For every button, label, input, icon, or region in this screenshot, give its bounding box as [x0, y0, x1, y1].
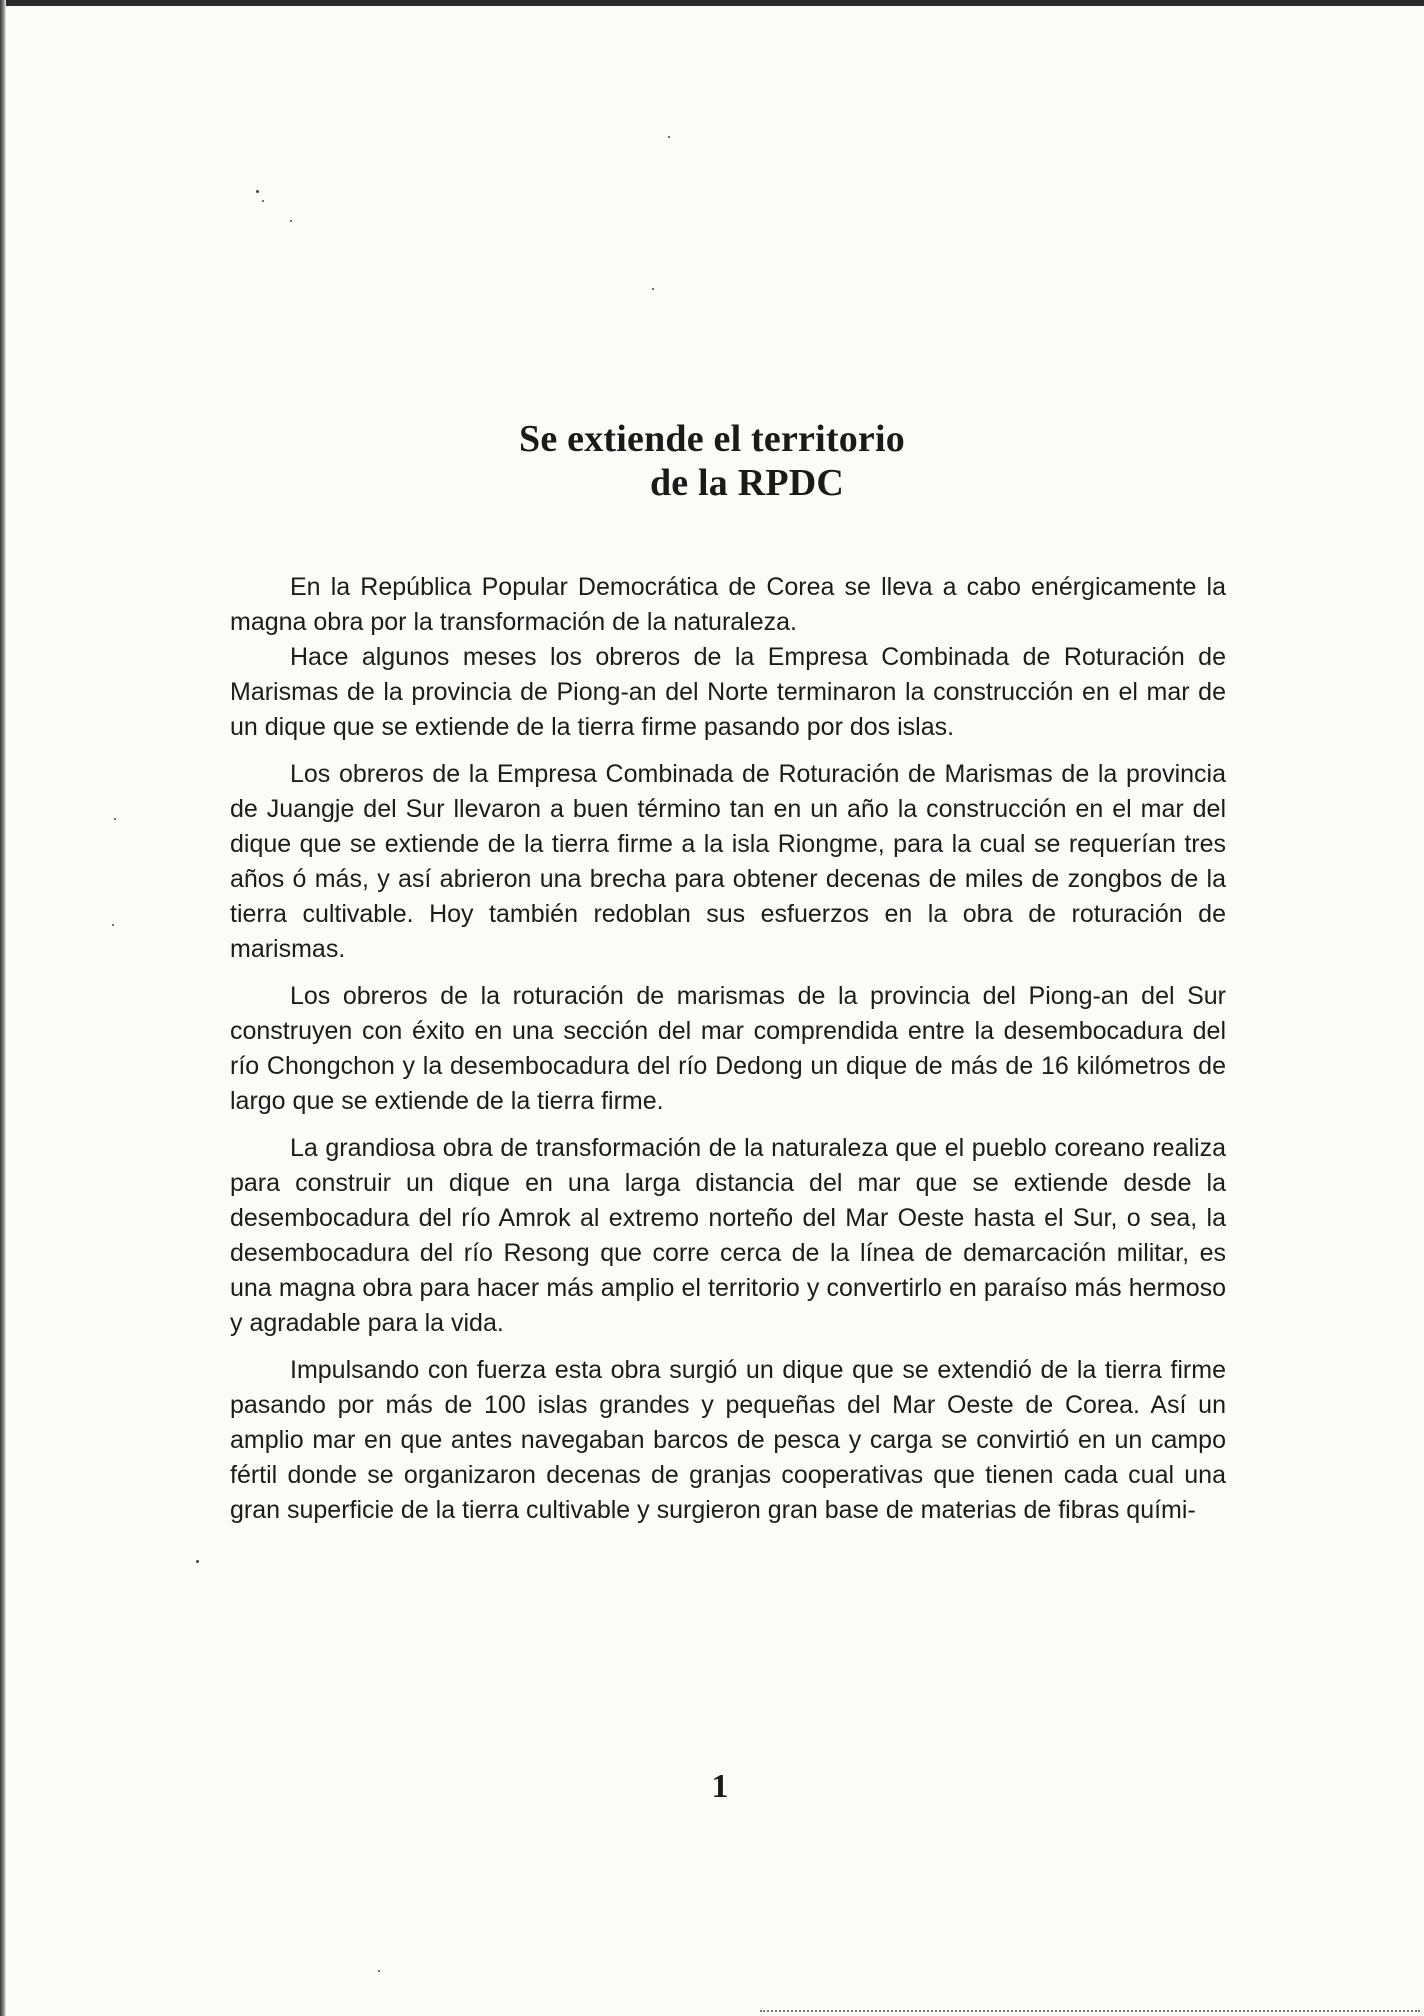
paragraph-1: En la República Popular Democrática de Corea se lleva a cabo enérgicamente la magna obra por la transformación de la naturaleza.	[230, 573, 1226, 636]
scan-speck	[112, 924, 114, 926]
paragraph-2: Hace algunos meses los obreros de la Empresa Combinada de Roturación de Marismas de la provincia de Piong-an del Norte terminaron la construcción en el mar de un dique que se extiende de la tierra firme pasando por dos islas.	[230, 643, 1226, 741]
scan-top-edge	[0, 0, 1424, 6]
scan-speck	[652, 288, 654, 290]
scan-bottom-rule	[760, 2010, 1420, 2014]
scan-speck	[256, 190, 259, 193]
paragraph-5: La grandiosa obra de transformación de la naturaleza que el pueblo coreano realiza para construir un dique en una larga distancia del mar que se extiende desde la desembocadura del río Amrok al extremo norteño del Mar Oeste hasta el Sur, o sea, la desembocadura del río Resong que corre cerca de la línea de demarcación militar, es una magna obra para hacer más amplio el territorio y convertirlo en paraíso más hermoso y agradable para la vida.	[230, 1134, 1226, 1337]
paragraph-3: Los obreros de la Empresa Combinada de Roturación de Marismas de la provincia de Juangje del Sur llevaron a buen término tan en un año la construcción en el mar del dique que se extiende de la tierra firme a la isla Riongme, para la cual se requerían tres años ó más, y así abrieron una brecha para obtener decenas de miles de zongbos de la tierra cultivable. Hoy también redoblan sus esfuerzos en la obra de roturación de marismas.	[230, 760, 1226, 963]
title-line-2: de la RPDC	[649, 462, 845, 505]
paragraph-4: Los obreros de la roturación de marismas de la provincia del Piong-an del Sur construyen con éxito en una sección del mar comprendida entre la desembocadura del río Chongchon y la desembocadura del río Dedong un dique de más de 16 kilómetros de largo que se extiende de la tierra firme.	[230, 982, 1226, 1115]
paragraph-6: Impulsando con fuerza esta obra surgió un dique que se extendió de la tierra firme pasando por más de 100 islas grandes y pequeñas del Mar Oeste de Corea. Así un amplio mar en que antes navegaban barcos de pesca y carga se convirtió en un campo fértil donde se organizaron decenas de granjas cooperativas que tienen cada cual una gran superficie de la tierra cultivable y surgieron gran base de materias de fibras quími-	[230, 1356, 1226, 1524]
page-number: 1	[711, 1768, 729, 1805]
title-line-1: Se extiende el territorio	[519, 418, 905, 461]
scan-speck	[114, 818, 116, 820]
scan-speck	[668, 136, 670, 138]
article-title	[0, 417, 1424, 505]
article-body	[230, 570, 1226, 1528]
scan-left-edge	[0, 0, 6, 2016]
scan-speck	[196, 1560, 199, 1563]
scan-speck	[290, 220, 292, 222]
scan-speck	[262, 200, 264, 202]
scan-speck	[378, 1970, 380, 1972]
